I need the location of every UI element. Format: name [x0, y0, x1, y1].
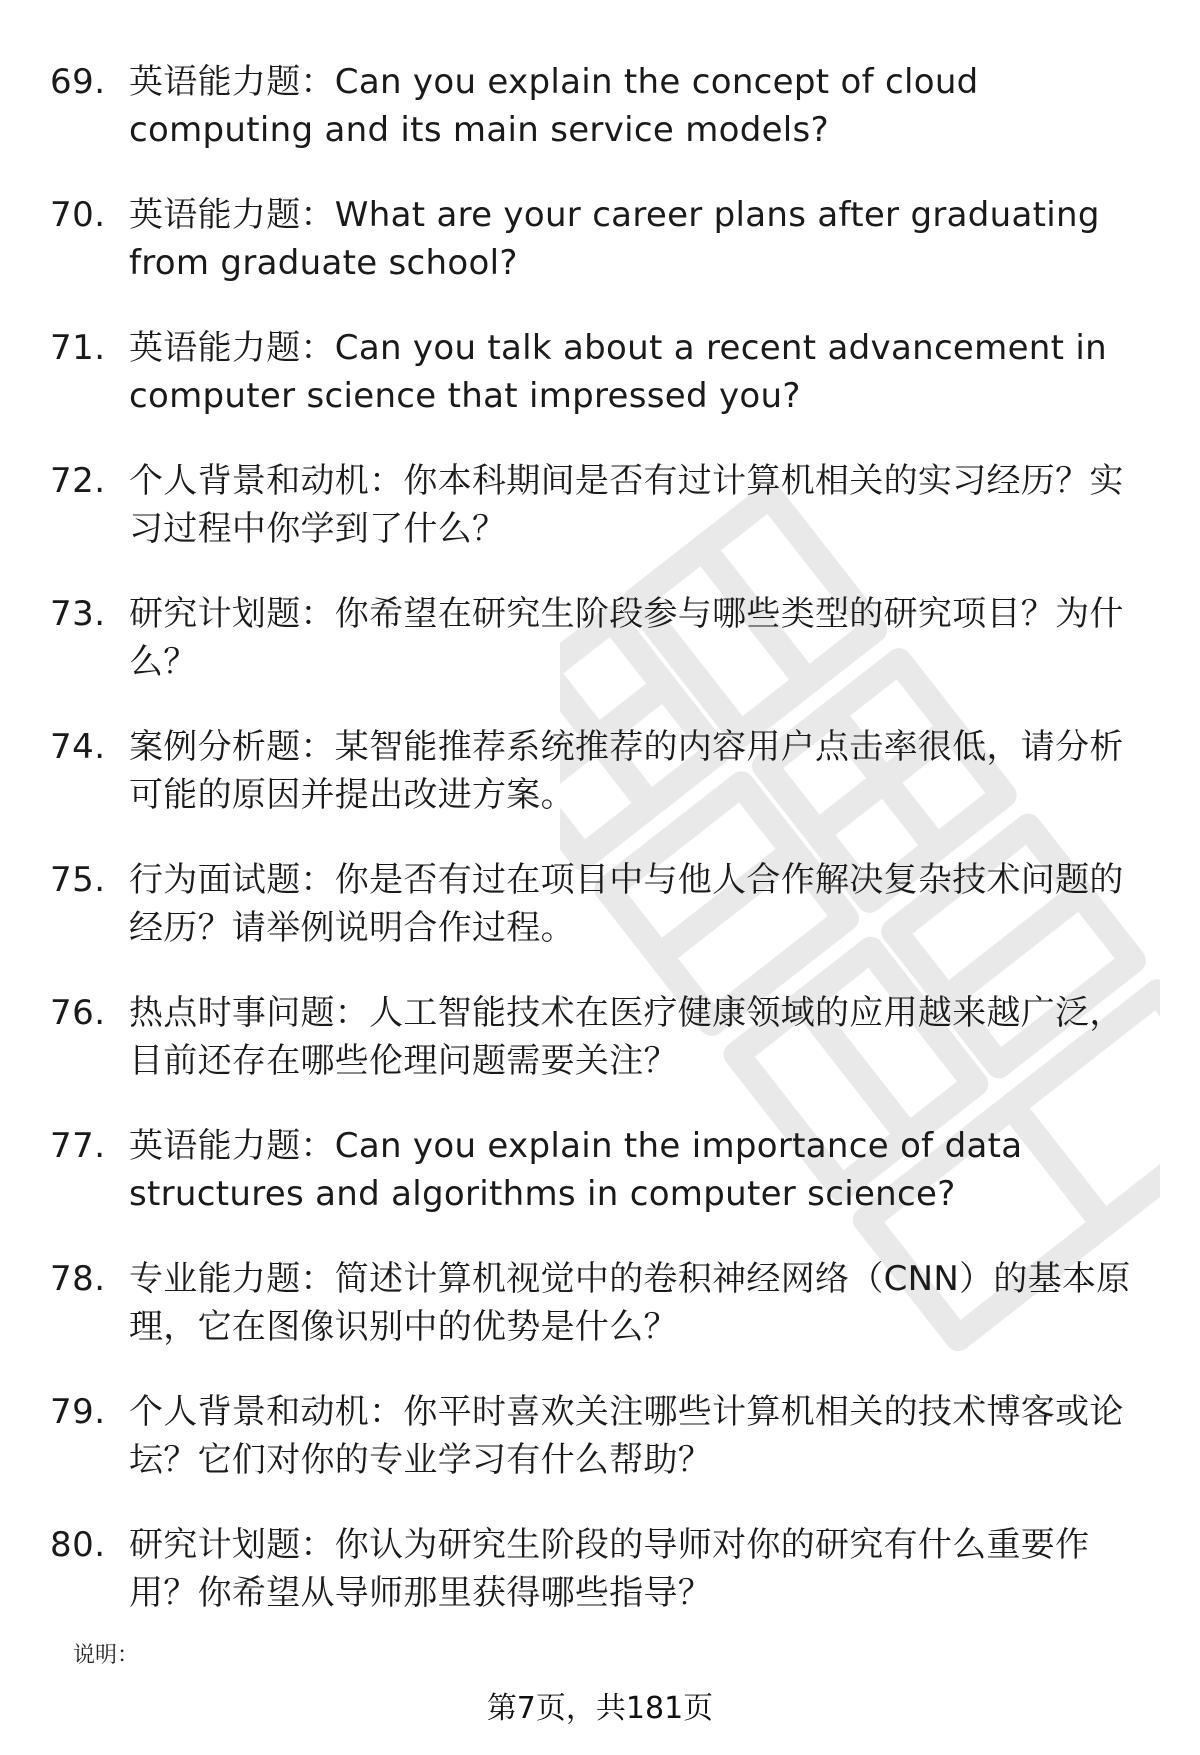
question-number: 74.	[50, 727, 106, 767]
question-item	[50, 58, 1150, 191]
question-item	[50, 856, 1150, 989]
question-text: 英语能力题：Can you talk about a recent advancement in computer science that impressed you?	[129, 328, 1107, 416]
question-text: 热点时事问题：人工智能技术在医疗健康领域的应用越来越广泛，目前还存在哪些伦理问题需要关注？	[129, 993, 1124, 1081]
question-item	[50, 989, 1150, 1122]
question-text: 研究计划题：你希望在研究生阶段参与哪些类型的研究项目？为什么？	[129, 594, 1124, 682]
question-number: 77.	[50, 1126, 106, 1166]
question-item	[50, 324, 1150, 457]
question-number: 80.	[50, 1525, 106, 1565]
page-indicator: 第7页，共181页	[486, 1691, 714, 1726]
question-text: 英语能力题：Can you explain the importance of data structures and algorithms in computer science?	[129, 1126, 1023, 1214]
question-number: 76.	[50, 993, 106, 1033]
question-text: 英语能力题：What are your career plans after graduating from graduate school?	[129, 195, 1100, 283]
question-number: 78.	[50, 1259, 106, 1299]
question-number: 79.	[50, 1392, 106, 1432]
note-label: 说明：	[73, 1643, 140, 1668]
question-number: 73.	[50, 594, 106, 634]
question-item	[50, 457, 1150, 590]
question-item	[50, 723, 1150, 856]
question-text: 英语能力题：Can you explain the concept of cloud computing and its main service models?	[129, 62, 979, 150]
question-text: 行为面试题：你是否有过在项目中与他人合作解决复杂技术问题的经历？请举例说明合作过程。	[129, 860, 1124, 948]
question-text: 专业能力题：简述计算机视觉中的卷积神经网络（CNN）的基本原理，它在图像识别中的优势是什么？	[129, 1259, 1131, 1347]
question-number: 72.	[50, 461, 106, 501]
question-item	[50, 1255, 1150, 1388]
question-list	[50, 58, 1150, 1654]
question-number: 75.	[50, 860, 106, 900]
question-text: 个人背景和动机：你平时喜欢关注哪些计算机相关的技术博客或论坛？它们对你的专业学习有什么帮助？	[129, 1392, 1124, 1480]
question-text: 案例分析题：某智能推荐系统推荐的内容用户点击率很低，请分析可能的原因并提出改进方案。	[129, 727, 1124, 815]
question-item	[50, 590, 1150, 723]
question-number: 69.	[50, 62, 106, 102]
question-text: 研究计划题：你认为研究生阶段的导师对你的研究有什么重要作用？你希望从导师那里获得哪些指导？	[129, 1525, 1090, 1613]
question-number: 70.	[50, 195, 106, 235]
question-item	[50, 1388, 1150, 1521]
question-text: 个人背景和动机：你本科期间是否有过计算机相关的实习经历？实习过程中你学到了什么？	[129, 461, 1124, 549]
question-item	[50, 191, 1150, 324]
question-item	[50, 1122, 1150, 1255]
question-item	[50, 1521, 1150, 1654]
question-number: 71.	[50, 328, 106, 368]
